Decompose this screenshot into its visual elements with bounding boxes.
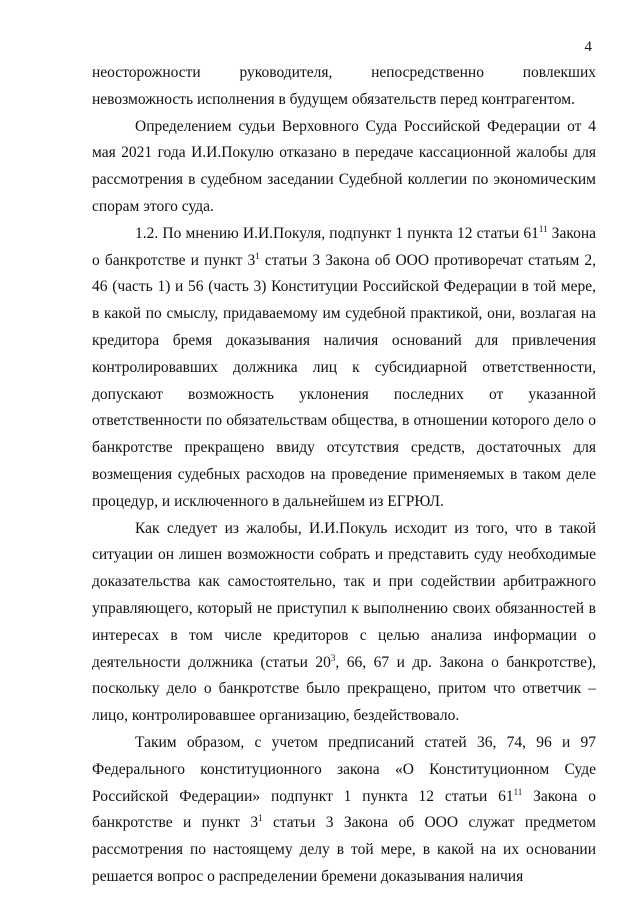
- text-segment: Закона о банкротстве и пункт 3: [92, 224, 596, 269]
- page-number: 4: [584, 39, 592, 55]
- paragraph: [92, 114, 596, 221]
- superscript: 11: [538, 223, 548, 234]
- superscript: 1: [258, 813, 263, 824]
- body-text: [92, 60, 596, 891]
- text-segment: Как следует из жалобы, И.И.Покуль исходит из того, что в такой ситуации он лишен возможности собрать и представить суду необходимые доказательства как самостоятельно, так и при содействии арбитражного управляющего, который не приступил к выполнению своих обязанностей в интересах в том числе кредиторов с целью анализа информации о деятельности должника (статьи 20: [92, 519, 596, 671]
- superscript: 11: [513, 786, 523, 797]
- superscript: 1: [255, 250, 260, 261]
- text-segment: статьи 3 Закона об ООО служат предметом рассмотрения по настоящему делу в той мере, в какой на их основании решается вопрос о распределении бремени доказывания наличия: [92, 814, 596, 885]
- text-segment: неосторожности руководителя, непосредственно повлекших невозможность исполнения в будущем обязательств перед контрагентом.: [92, 64, 596, 108]
- text-segment: Закона о банкротстве и пункт 3: [92, 787, 596, 832]
- text-segment: 1.2. По мнению И.И.Покуля, подпункт 1 пункта 12 статьи 61: [135, 224, 539, 242]
- text-segment: , 66, 67 и др. Закона о банкротстве), поскольку дело о банкротстве было прекращено, притом что ответчик – лицо, контролировавшее организацию, бездействовало.: [92, 653, 596, 725]
- paragraph: [92, 60, 596, 114]
- paragraph: [92, 730, 596, 891]
- paragraph: [92, 221, 596, 516]
- superscript: 3: [330, 652, 336, 663]
- text-segment: статьи 3 Закона об ООО противоречат статьям 2, 46 (часть 1) и 56 (часть 3) Конституции Российской Федерации в той мере, в какой по смыслу, придаваемому им судебной практикой, они, возлагая на кредитора бремя доказывания наличия оснований для привлечения контролировавших должника лиц к субсидиарной ответственности, допускают возможность уклонения последних от указанной ответственности по обязательствам общества, в отношении которого дело о банкротстве прекращено ввиду отсутствия средств, достаточных для возмещения судебных расходов на проведение применяемых в таком деле процедур, и исключенного в дальнейшем из ЕГРЮЛ.: [92, 251, 596, 510]
- text-segment: Определением судьи Верховного Суда Российской Федерации от 4 мая 2021 года И.И.Покулю отказано в передаче кассационной жалобы для рассмотрения в судебном заседании Судебной коллегии по экономическим спорам этого суда.: [92, 117, 596, 215]
- paragraph: [92, 516, 596, 730]
- text-segment: Таким образом, с учетом предписаний статей 36, 74, 96 и 97 Федерального конституционного закона «О Конституционном Суде Российской Федерации» подпункт 1 пункта 12 статьи 61: [92, 733, 596, 805]
